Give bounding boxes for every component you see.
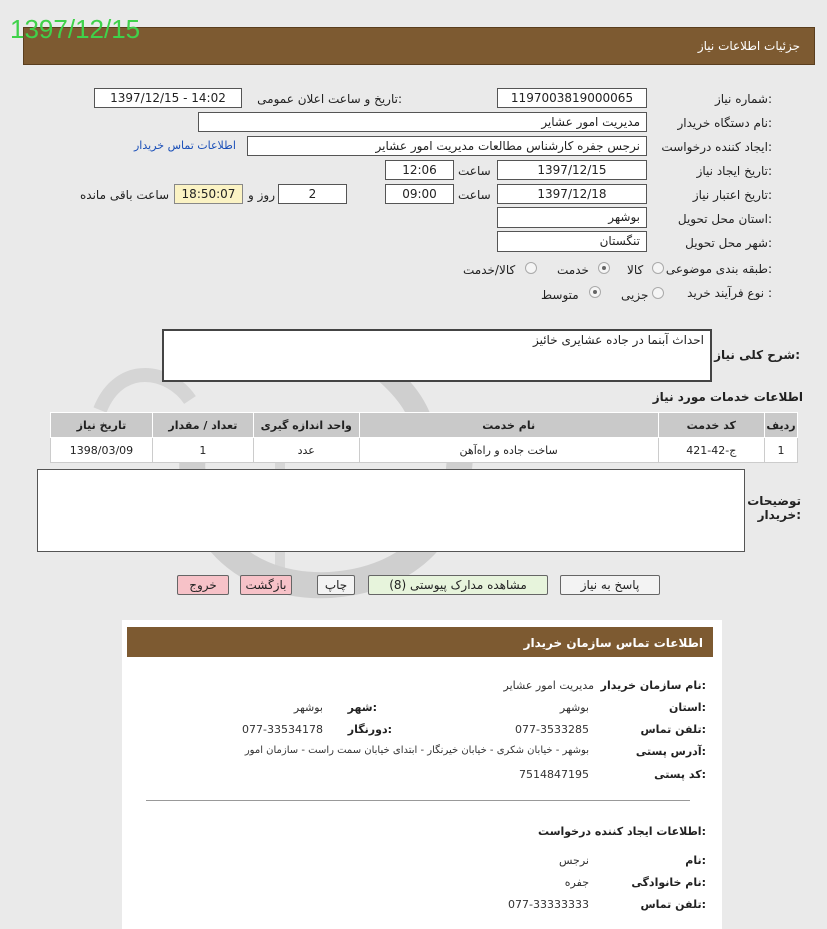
valid-date-label: تاریخ اعتبار نیاز: [692, 188, 772, 202]
col-service-code: کد خدمت [658, 413, 764, 438]
cp-city: بوشهر [293, 701, 323, 714]
col-service-name: نام خدمت [359, 413, 658, 438]
need-number-field[interactable]: 1197003819000065 [497, 88, 647, 108]
buyer-org-field[interactable]: مدیریت امور عشایر [198, 112, 647, 132]
need-number-label: شماره نیاز: [714, 92, 772, 106]
category-option-both: کالا/خدمت [463, 263, 516, 277]
cp-fax: 077-33534178 [242, 723, 323, 736]
category-radio-goods[interactable] [652, 262, 664, 274]
cp-address: بوشهر - خیابان شکری - خیابان خیرنگار - ابتدای خیابان سمت راست - سازمان امور [244, 745, 589, 756]
cell-need-date: 1398/03/09 [51, 438, 153, 463]
cp-name: نرجس [559, 854, 589, 867]
cp-creator-phone-label: تلفن تماس: [640, 898, 706, 911]
valid-time-field[interactable]: 09:00 [385, 184, 454, 204]
announce-field[interactable]: 1397/12/15 - 14:02 [94, 88, 242, 108]
cp-province: بوشهر [559, 701, 589, 714]
requester-label: ایجاد کننده درخواست: [661, 140, 772, 154]
services-title: اطلاعات خدمات مورد نیاز [652, 390, 803, 404]
reply-button[interactable]: پاسخ به نیاز [560, 575, 660, 595]
contact-panel-header [127, 627, 713, 657]
cell-row: 1 [764, 438, 797, 463]
requester-field[interactable]: نرجس جفره کارشناس مطالعات مدیریت امور عشایر [247, 136, 647, 156]
province-label: استان محل تحویل: [677, 212, 772, 226]
created-time-field[interactable]: 12:06 [385, 160, 454, 180]
province-field[interactable]: بوشهر [497, 207, 647, 228]
remaining-time: 18:50:07 [174, 184, 243, 204]
category-radio-both[interactable] [525, 262, 537, 274]
days-field[interactable]: 2 [278, 184, 347, 204]
cp-province-label: استان: [668, 701, 706, 714]
process-option-medium: متوسط [541, 288, 579, 302]
created-date-label: تاریخ ایجاد نیاز: [696, 164, 772, 178]
cp-address-label: آدرس پستی: [635, 745, 706, 758]
buyer-org-label: نام دستگاه خریدار: [677, 116, 772, 130]
summary-field[interactable]: احداث آبنما در جاده عشایری خائیز [162, 329, 712, 382]
process-radio-medium[interactable] [589, 286, 601, 298]
city-field[interactable]: تنگستان [497, 231, 647, 252]
cell-service-name: ساخت جاده و راه‌آهن [359, 438, 658, 463]
cp-postal-label: کد پستی: [654, 768, 706, 781]
announce-label: تاریخ و ساعت اعلان عمومی: [257, 92, 402, 106]
process-radio-minor[interactable] [652, 287, 664, 299]
table-row [51, 438, 798, 463]
cp-city-label: شهر: [347, 701, 377, 714]
buyer-notes-field[interactable] [37, 469, 745, 552]
category-radio-service[interactable] [598, 262, 610, 274]
col-unit: واحد اندازه گیری [253, 413, 359, 438]
cp-family: جفره [564, 876, 589, 889]
cell-unit: عدد [253, 438, 359, 463]
cp-phone: 077-3533285 [515, 723, 589, 736]
contact-panel-title: اطلاعات تماس سازمان خریدار [523, 636, 703, 650]
city-label: شهر محل تحویل: [685, 236, 772, 250]
category-option-goods: کالا [627, 263, 644, 277]
services-table [50, 412, 798, 463]
cp-postal: 7514847195 [519, 768, 589, 781]
cell-quantity: 1 [152, 438, 253, 463]
days-label: روز و [248, 188, 275, 202]
created-time-label: ساعت [458, 164, 491, 178]
cp-name-label: نام: [685, 854, 706, 867]
cp-family-label: نام خانوادگی: [631, 876, 706, 889]
col-quantity: تعداد / مقدار [152, 413, 253, 438]
category-label: طبقه بندی موضوعی: [665, 262, 772, 276]
back-button[interactable]: بازگشت [240, 575, 292, 595]
col-need-date: تاریخ نیاز [51, 413, 153, 438]
cp-divider [146, 800, 690, 801]
cp-creator-title: اطلاعات ایجاد کننده درخواست: [538, 825, 706, 838]
buyer-contact-link[interactable]: اطلاعات تماس خریدار [134, 139, 236, 152]
process-label: نوع فرآیند خرید : [687, 286, 772, 300]
cp-org-label: نام سازمان خریدار: [600, 679, 706, 692]
buyer-notes-label: توضیحات خریدار: [747, 494, 801, 522]
valid-time-label: ساعت [458, 188, 491, 202]
created-date-field[interactable]: 1397/12/15 [497, 160, 647, 180]
print-button[interactable]: چاپ [317, 575, 355, 595]
cp-fax-label: دورنگار: [347, 723, 392, 736]
col-row: ردیف [764, 413, 797, 438]
cp-org: مدیریت امور عشایر [503, 679, 594, 692]
page-title: جزئیات اطلاعات نیاز [697, 39, 800, 53]
remaining-label: ساعت باقی مانده [80, 188, 170, 202]
valid-date-field[interactable]: 1397/12/18 [497, 184, 647, 204]
attachments-button[interactable]: مشاهده مدارک پیوستی (8) [368, 575, 548, 595]
cp-creator-phone: 077-33333333 [508, 898, 589, 911]
summary-label: شرح کلی نیاز: [714, 348, 800, 362]
page-header [23, 27, 815, 65]
stamp-date: 1397/12/15 [10, 14, 141, 44]
process-option-minor: جزیی [621, 288, 649, 302]
cp-phone-label: تلفن تماس: [640, 723, 706, 736]
exit-button[interactable]: خروج [177, 575, 229, 595]
cell-service-code: ج-42-421 [658, 438, 764, 463]
category-option-service: خدمت [557, 263, 589, 277]
